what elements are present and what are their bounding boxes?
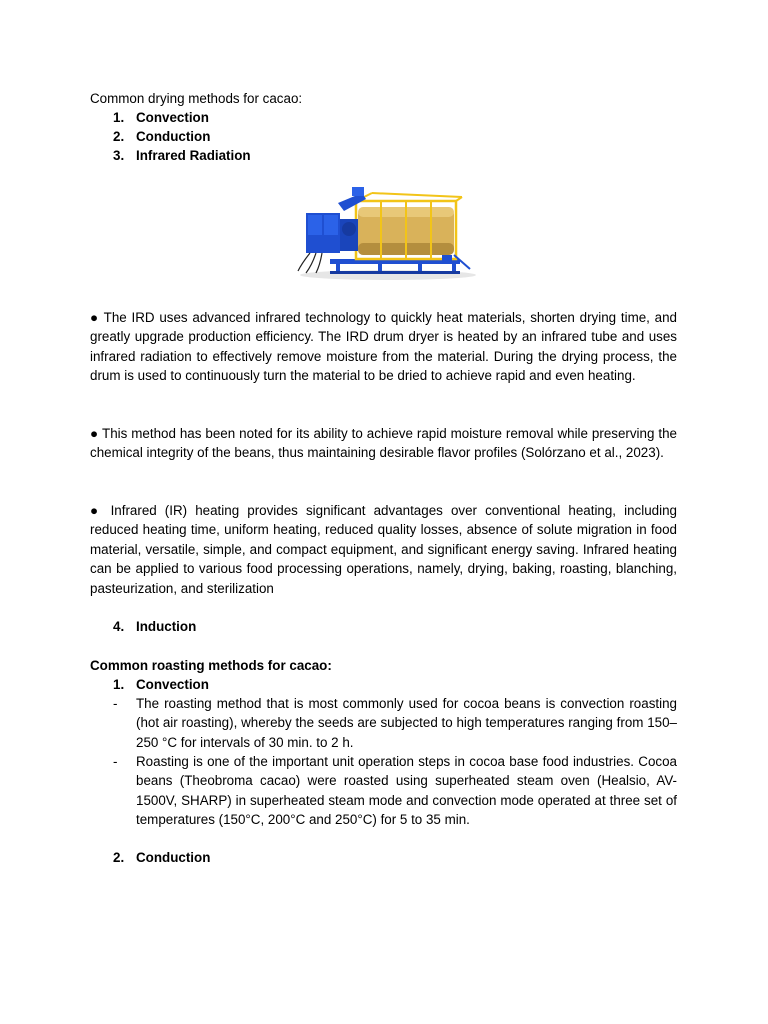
roasting-item-2-number: 2. [113, 850, 125, 865]
drying-item-conduction: Conduction [136, 129, 211, 144]
superheated-steam-text: Roasting is one of the important unit operation steps in cocoa base food industries. Cocoa beans (Theobroma cacao) were roasted using superheated steam oven (Healsio, AV-1500V, SHARP) in superheated steam mode and convection mode operated at three set of temperatures (150°C, 200°C and 250°C) for 5 to 35 min. [136, 754, 677, 828]
bullet-dash-1: - [113, 696, 118, 711]
drying-item-infrared: Infrared Radiation [136, 148, 251, 163]
roasting-item-convection: Convection [136, 677, 209, 692]
drying-item-induction: Induction [136, 619, 197, 634]
roasting-item-conduction: Conduction [136, 850, 211, 865]
drying-intro: Common drying methods for cacao: [90, 91, 303, 106]
drying-item-1-number: 1. [113, 110, 125, 125]
bullet-dash-2: - [113, 754, 118, 769]
infrared-heating-paragraph: ● Infrared (IR) heating provides significant advantages over conventional heating, including reduced heating time, uniform heating, reduced quality losses, absence of solute migration in food material, versatile, simple, and compact equipment, and significant energy saving. Infrared heating can be applied to various food processing operations, namely, drying, baking, roasting, blanching, pasteurization, and sterilization [90, 503, 677, 596]
drying-item-2-number: 2. [113, 129, 125, 144]
convection-roasting-text: The roasting method that is most commonly used for cocoa beans is convection roasting (hot air roasting), whereby the seeds are subjected to high temperatures ranging from 150–250 °C for intervals of 30 min. to 2 h. [136, 696, 677, 750]
moisture-removal-paragraph: ● This method has been noted for its ability to achieve rapid moisture removal while preserving the chemical integrity of the beans, thus maintaining desirable flavor profiles (Solórzano et al., 2023). [90, 426, 677, 461]
ird-paragraph: ● The IRD uses advanced infrared technology to quickly heat materials, shorten drying time, and greatly upgrade production efficiency. The IRD drum dryer is heated by an infrared tube and uses infrared radiation to effectively remove moisture from the material. During the drying process, the drum is used to continuously turn the material to be dried to achieve rapid and even heating. [90, 310, 677, 384]
drying-item-convection: Convection [136, 110, 209, 125]
drying-item-4-number: 4. [113, 619, 125, 634]
roasting-item-1-number: 1. [113, 677, 125, 692]
drum-dryer-image [292, 185, 478, 281]
roasting-heading: Common roasting methods for cacao: [90, 658, 332, 673]
drying-item-3-number: 3. [113, 148, 125, 163]
